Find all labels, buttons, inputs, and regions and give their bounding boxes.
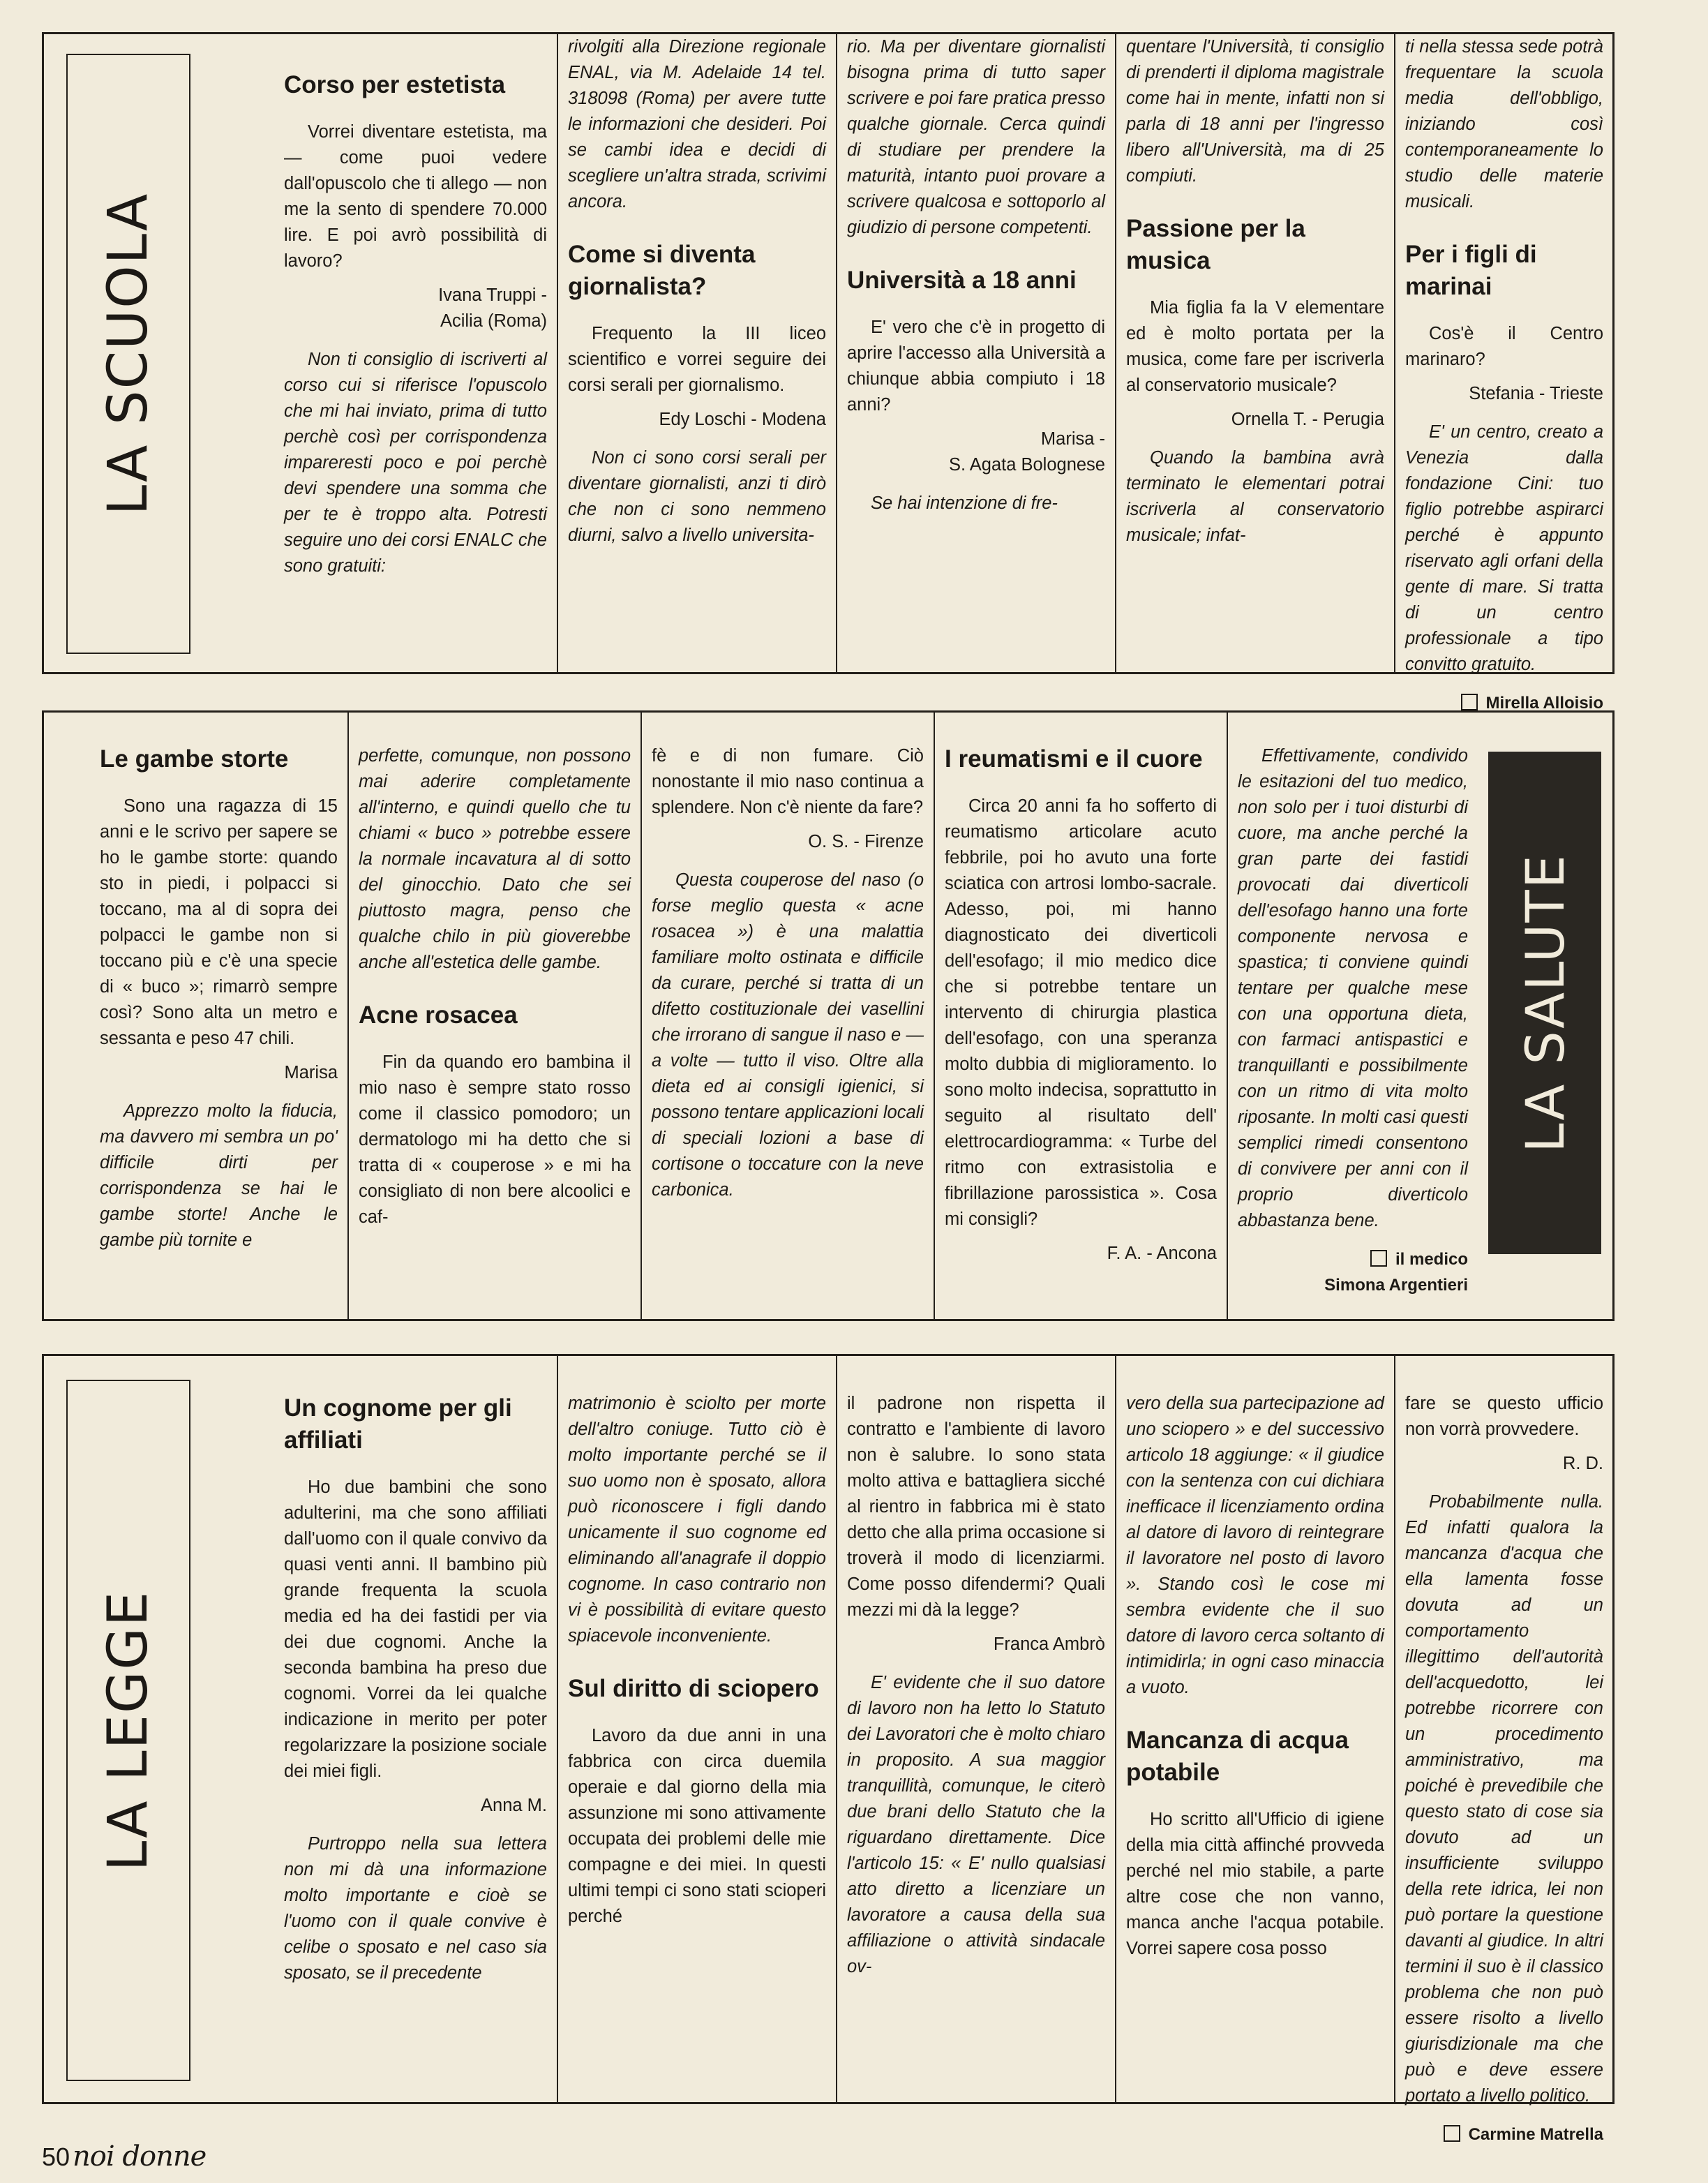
- answer-text: quentare l'Università, ti consiglio di prenderti il diploma magistrale come hai in mente, infatti non si parla di 18 anni per l'ingresso libero all'Università, ma di 25 compiuti.: [1126, 37, 1384, 186]
- author-name: Simona Argentieri: [1324, 1276, 1468, 1295]
- column: [1394, 34, 1659, 713]
- answer-text: ti nella stessa sede potrà frequentare la scuola media dell'obbligo, iniziando così contemporaneamente lo studio delle materie musicali.: [1405, 37, 1603, 211]
- letter-text: E' vero che c'è in progetto di aprire l'accesso alla Università a chiunque abbia compiuto i 18 anni?: [847, 318, 1105, 415]
- letter-signature: Marisa -: [1040, 429, 1105, 449]
- letter-text: Ho due bambini che sono adulterini, ma che sono affiliati dall'uomo con il quale convivo da quasi venti anni. Il bambino più grande frequenta la scuola media ed ha dei fastidi per via dei due cognomi. Anche la seconda bambina ha preso due cognomi. Vorrei da lei qualche indicazione in merito per poter regolarizzare la posizione sociale dei miei figli.: [284, 1477, 547, 1781]
- column: [557, 34, 836, 672]
- answer-text: Non ci sono corsi serali per diventare giornalisti, anzi ti dirò che non ci sono nemmeno diurni, salvo a livello universita-: [568, 448, 826, 545]
- column: [58, 713, 347, 1319]
- answer-text: Quando la bambina avrà terminato le elementari potrai iscriverla al conservatorio musicale; infat-: [1126, 448, 1384, 545]
- letter-signature: Edy Loschi - Modena: [659, 410, 826, 429]
- answer-text: Purtroppo nella sua lettera non mi dà una informazione molto importante e cioè se l'uomo con il quale convive è celibe o sposato e nel caso sia sposato, se il precedente: [284, 1834, 547, 1983]
- letter-signature: Franca Ambrò: [993, 1634, 1105, 1654]
- answer-text: rivolgiti alla Direzione regionale ENAL, via M. Adelaide 14 tel. 318098 (Roma) per avere tutte le informazioni che desideri. Poi se cambi idea e decidi di scegliere un'altra strada, scrivimi ancora.: [568, 37, 826, 211]
- article-title: Un cognome per gli affiliati: [284, 1394, 512, 1454]
- section-tab-label: LA SCUOLA: [97, 192, 160, 516]
- section-la-scuola: [42, 32, 1615, 713]
- article-title: Per i figli di marinai: [1405, 241, 1537, 300]
- letter-signature: O. S. - Firenze: [808, 832, 924, 851]
- column: [1227, 713, 1478, 1319]
- article-title: Come si diventa giornalista?: [568, 241, 756, 300]
- letter-text: Frequento la III liceo scientifico e vorrei seguire dei corsi serali per giornalismo.: [568, 324, 826, 395]
- letter-text: fè e di non fumare. Ciò nonostante il mio naso continua a splendere. Non c'è niente da fare?: [652, 746, 924, 817]
- section-tab-label: LA SALUTE: [1513, 853, 1576, 1153]
- column: [1115, 34, 1394, 672]
- section-la-salute: [42, 710, 1615, 1321]
- page-number: 50: [42, 2143, 70, 2171]
- article-title: Passione per la musica: [1126, 215, 1305, 274]
- letter-signature: R. D.: [1562, 1454, 1603, 1473]
- article-title: Sul diritto di sciopero: [568, 1675, 819, 1702]
- square-bullet-icon: [1461, 694, 1478, 710]
- section-tab-label: LA LEGGE: [97, 1590, 160, 1871]
- letter-text: Circa 20 anni fa ho sofferto di reumatismo articolare acuto febbrile, poi ho avuto una forte sciatica con artrosi lombo-sacrale. Adesso, poi, mi hanno diagnosticato dei diverticoli dell'esofago; il mio medico dice che si potrebbe tentare un intervento di chirurgia plastica dell'esofago, con una speranza molto dubbia di miglioramento. Io sono molto indecisa, soprattutto in seguito al risultato dell' elettrocardiogramma: « Turbe del ritmo con extrasistolia e fibrillazione parossistica ». Cosa mi consigli?: [945, 796, 1217, 1229]
- letter-text: fare se questo ufficio non vorrà provvedere.: [1405, 1394, 1603, 1439]
- letter-text: Sono una ragazza di 15 anni e le scrivo per sapere se ho le gambe storte: quando sto in piedi, i polpacci si toccano, ma al di sopra dei polpacci le gambe non si toccano più e c'è una specie di « buco »; rimarrò sempre così? Sono alta un metro e sessanta e peso 47 chili.: [100, 796, 338, 1048]
- column: [557, 1356, 836, 2102]
- answer-text: rio. Ma per diventare giornalisti bisogna prima di tutto saper scrivere e poi fare pratica presso qualche giornale. Cerca quindi di studiare per prendere la maturità, intanto puoi provare a scrivere qualcosa e sottoporlo al giudizio di persone competenti.: [847, 37, 1105, 237]
- answer-text: matrimonio è sciolto per morte dell'altro coniuge. Tutto ciò è molto importante perché se il suo uomo non è sposato, allora può riconoscere i figli dando unicamente il suo cognome ed eliminando all'anagrafe il doppio cognome. In caso contrario non vi è possibilità di evitare questo spiacevole inconveniente.: [568, 1394, 826, 1646]
- answer-text: Probabilmente nulla. Ed infatti qualora la mancanza d'acqua che ella lamenta fosse dovuta ad un comportamento illegittimo dell'autorità dell'acquedotto, lei potrebbe ricorrere con un procedimento amministrativo, ma poiché è prevedibile che questo stato di cose sia dovuto ad un insufficiente sviluppo della rete idrica, lei non può portare la questione davanti al giudice. In altri termini il suo è il classico problema che non può essere risolto a livello giurisdizionale ma che può e deve essere portato a livello politico.: [1405, 1492, 1603, 2106]
- letter-signature: F. A. - Ancona: [1107, 1244, 1217, 1263]
- square-bullet-icon: [1444, 2125, 1460, 2142]
- column: [1115, 1356, 1394, 2102]
- letter-signature: Ornella T. - Perugia: [1231, 410, 1384, 429]
- letter-signature: Ivana Truppi -: [438, 285, 547, 305]
- page-folio: [42, 2140, 206, 2174]
- answer-text: perfette, comunque, non possono mai aderire completamente all'interno, e quindi quello che tu chiami « buco » potrebbe essere la normale incavatura al di sotto del ginocchio. Dato che sei piuttosto magra, penso che qualche chilo in più gioverebbe anche all'estetica delle gambe.: [359, 746, 631, 972]
- column: [347, 713, 640, 1319]
- letter-text: Ho scritto all'Ufficio di igiene della mia città affinché provveda perché nel mio stabile, a parte altre cose che non vanno, manca anche l'acqua potabile. Vorrei sapere cosa posso: [1126, 1810, 1384, 1958]
- column: [1394, 1356, 1659, 2144]
- letter-text: Lavoro da due anni in una fabbrica con circa duemila operaie e dal giorno della mia assunzione mi sono attivamente occupata dei problemi delle mie compagne e dei miei. In questi ultimi tempi ci sono stati scioperi perché: [568, 1726, 826, 1926]
- answer-text: vero della sua partecipazione ad uno sciopero » e del successivo articolo 18 aggiunge: « il giudice con la sentenza con cui dichiara inefficace il licenziamento ordina al datore di lavoro di reintegrare il lavoratore nel posto di lavoro ». Stando così le cose mi sembra evidente che il suo datore di lavoro cerca soltanto di intimidirla; in ogni caso minaccia a vuoto.: [1126, 1394, 1384, 1697]
- answer-text: Se hai intenzione di fre-: [871, 493, 1058, 513]
- column: [836, 34, 1115, 672]
- letter-text: Mia figlia fa la V elementare ed è molto portata per la musica, come fare per iscriverla al conservatorio musicale?: [1126, 298, 1384, 395]
- letter-signature: Marisa: [284, 1063, 338, 1082]
- author-name: Carmine Matrella: [1468, 2125, 1603, 2144]
- column: [934, 713, 1227, 1319]
- article-title: Acne rosacea: [359, 1001, 518, 1029]
- letter-text: Vorrei diventare estetista, ma — come puoi vedere dall'opuscolo che ti allego — non me la sento di spendere 70.000 lire. E poi avrò possibilità di lavoro?: [284, 122, 547, 271]
- answer-text: Non ti consiglio di iscriverti al corso cui si riferisce l'opuscolo che mi hai inviato, prima di tutto perchè così per corrispondenza impareresti poco e poi perchè devi spendere una somma che per te è troppo alta. Potresti seguire uno dei corsi ENALC che sono gratuiti:: [284, 350, 547, 576]
- answer-text: Questa couperose del naso (o forse meglio questa « acne rosacea ») è una malattia familiare molto ostinata e difficile da curare, perché si tratta di un difetto costituzionale dei vasellini che irrorano di sangue il naso e — a volte — tutto il viso. Oltre alla dieta ed ai consigli igienici, si possono tentare applicazioni locali di speciali lozioni a base di cortisone o toccature con la neve carbonica.: [652, 870, 924, 1200]
- column: [274, 1356, 557, 2102]
- author-byline: [1405, 2122, 1603, 2147]
- column: [640, 713, 934, 1319]
- letter-signature: Acilia (Roma): [440, 311, 547, 331]
- article-title: I reumatismi e il cuore: [945, 745, 1203, 773]
- letter-text: Cos'è il Centro marinaro?: [1405, 324, 1603, 369]
- answer-text: Apprezzo molto la fiducia, ma davvero mi sembra un po' difficile dirti per corrispondenza se hai le gambe storte! Anche le gambe più tornite e: [100, 1101, 338, 1250]
- section-tab-la-salute: [1488, 752, 1601, 1254]
- article-title: Corso per estetista: [284, 71, 506, 98]
- letter-signature: S. Agata Bolognese: [948, 455, 1105, 475]
- letter-signature: Stefania - Trieste: [1469, 384, 1603, 403]
- author-role-label: il medico: [1395, 1250, 1468, 1269]
- square-bullet-icon: [1370, 1250, 1387, 1267]
- article-title: Mancanza di acqua potabile: [1126, 1727, 1349, 1786]
- letter-text: il padrone non rispetta il contratto e l'ambiente di lavoro non è salubre. Io sono stata molto attiva e battagliera sicché al rientro in fabbrica mi è stato detto che alla prima occasione si troverà il modo di licenziarmi. Come posso difendermi? Quali mezzi mi dà la legge?: [847, 1394, 1105, 1620]
- letter-text: Fin da quando ero bambina il mio naso è sempre stato rosso come il classico pomodoro; un dermatologo mi ha detto che si tratta di « couperose » e mi ha consigliato di non bere alcoolici e caf-: [359, 1052, 631, 1227]
- author-name: Mirella Alloisio: [1485, 694, 1603, 713]
- column: [836, 1356, 1115, 2102]
- section-tab-la-scuola: [66, 54, 190, 654]
- answer-text: Effettivamente, condivido le esitazioni del tuo medico, non solo per i tuoi disturbi di cuore, ma anche perché la gran parte dei fastidi provocati dai diverticoli dell'esofago hanno una forte componente nervosa e spastica; ti conviene quindi tentare per qualche mese con una opportuna dieta, con farmaci antispastici e tranquillanti e possibilmente con un ritmo di vita molto riposante. In molti casi questi semplici rimedi consentono di convivere per anni con il proprio diverticolo abbastanza bene.: [1238, 746, 1468, 1230]
- author-role: [1238, 1246, 1468, 1272]
- magazine-name: noi donne: [73, 2140, 207, 2173]
- column: [274, 34, 557, 672]
- letter-signature: Anna M.: [481, 1796, 547, 1815]
- answer-text: E' evidente che il suo datore di lavoro non ha letto lo Statuto dei Lavoratori che è molto chiaro in proposito. A sua maggior tranquillità, comunque, le citerò due brani dello Statuto che la riguardano direttamente. Dice l'articolo 15: « E' nullo qualsiasi atto diretto a licenziare un lavoratore a causa della sua affiliazione o attività sindacale ov-: [847, 1673, 1105, 1976]
- section-tab-la-legge: [66, 1380, 190, 2081]
- article-title: Università a 18 anni: [847, 267, 1077, 294]
- section-la-legge: [42, 1354, 1615, 2144]
- answer-text: E' un centro, creato a Venezia dalla fondazione Cini: tuo figlio potrebbe aspirarci perché è appunto riservato agli orfani della gente di mare. Si tratta di un centro professionale a tipo convitto gratuito.: [1405, 422, 1603, 674]
- article-title: Le gambe storte: [100, 745, 289, 773]
